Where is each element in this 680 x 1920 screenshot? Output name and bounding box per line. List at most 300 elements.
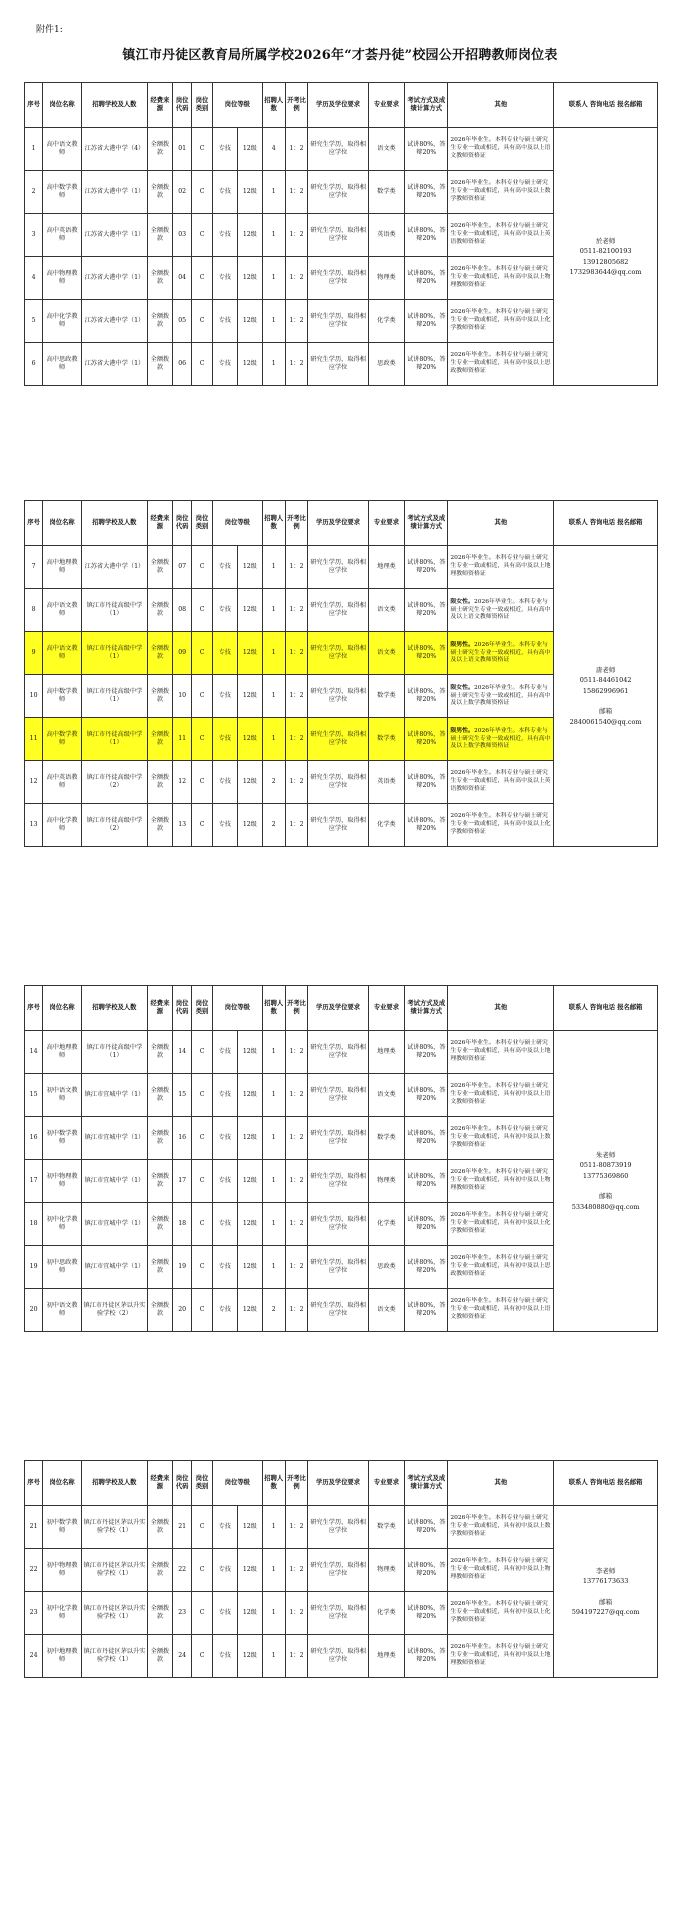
row-seq: 12 [25, 761, 43, 804]
row-count: 1 [262, 1074, 285, 1117]
header-fund: 经费来源 [147, 1461, 172, 1506]
row-fund: 全额拨款 [147, 1289, 172, 1332]
other-requirements: 2026年毕业生。本科专业与硕士研究生专业一致或相近，具有初中及以上物理教师资格证 [450, 1169, 551, 1191]
header-seq: 序号 [25, 986, 43, 1031]
row-ratio: 1：2 [285, 632, 308, 675]
row-exam: 试讲80%，答辩20% [405, 1549, 448, 1592]
row-category: C [192, 300, 212, 343]
table-row [25, 1506, 658, 1549]
row-ratio: 1：2 [285, 761, 308, 804]
contact-mobile[interactable]: 13775369860 [582, 1171, 629, 1180]
row-seq: 11 [25, 718, 43, 761]
row-other [448, 343, 554, 386]
row-category: C [192, 761, 212, 804]
row-ratio: 1：2 [285, 589, 308, 632]
row-category: C [192, 214, 212, 257]
contact-email[interactable]: 594197227@qq.com [571, 1607, 640, 1616]
row-major: 数学类 [368, 171, 404, 214]
header-post: 岗位名称 [43, 501, 82, 546]
row-other [448, 128, 554, 171]
contact-mobile[interactable]: 13776173633 [582, 1577, 629, 1586]
row-type: 专技 [212, 761, 237, 804]
row-seq: 2 [25, 171, 43, 214]
row-post: 初中物理教师 [43, 1160, 82, 1203]
row-exam: 试讲80%，答辩20% [405, 1289, 448, 1332]
row-code: 14 [172, 1031, 191, 1074]
header-count: 招聘人数 [262, 83, 285, 128]
row-school: 镇江市丹徒区茅以升实验学校（2） [81, 1289, 147, 1332]
row-exam: 试讲80%，答辩20% [405, 300, 448, 343]
row-ratio: 1：2 [285, 1549, 308, 1592]
row-seq: 15 [25, 1074, 43, 1117]
row-count: 4 [262, 128, 285, 171]
row-code: 20 [172, 1289, 191, 1332]
row-major: 语文类 [368, 1074, 404, 1117]
header-ratio: 开考比例 [285, 501, 308, 546]
row-education: 研究生学历，取得相应学位 [308, 214, 368, 257]
row-education: 研究生学历，取得相应学位 [308, 675, 368, 718]
header-post: 岗位名称 [43, 83, 82, 128]
row-exam: 试讲80%，答辩20% [405, 1031, 448, 1074]
header-contact: 联系人 咨询电话 报名邮箱 [554, 501, 658, 546]
row-major: 数学类 [368, 1506, 404, 1549]
row-major: 化学类 [368, 300, 404, 343]
row-fund: 全额拨款 [147, 1246, 172, 1289]
row-category: C [192, 675, 212, 718]
row-fund: 全额拨款 [147, 1635, 172, 1678]
header-contact: 联系人 咨询电话 报名邮箱 [554, 986, 658, 1031]
other-requirements: 2026年毕业生。本科专业与硕士研究生专业一致或相近，具有初中及以上化学教师资格证 [450, 1212, 551, 1234]
row-count: 2 [262, 1289, 285, 1332]
row-post: 高中英语教师 [43, 761, 82, 804]
header-exam: 考试方式及成绩计算方式 [405, 1461, 448, 1506]
header-category: 岗位类别 [192, 986, 212, 1031]
row-ratio: 1：2 [285, 257, 308, 300]
row-school: 镇江市丹徒高级中学（1） [81, 675, 147, 718]
row-post: 初中语文教师 [43, 1074, 82, 1117]
header-level: 岗位等级 [212, 501, 262, 546]
row-type: 专技 [212, 1549, 237, 1592]
header-code: 岗位代码 [172, 1461, 191, 1506]
row-category: C [192, 1635, 212, 1678]
header-category: 岗位类别 [192, 1461, 212, 1506]
header-fund: 经费来源 [147, 501, 172, 546]
row-education: 研究生学历，取得相应学位 [308, 761, 368, 804]
header-code: 岗位代码 [172, 501, 191, 546]
row-fund: 全额拨款 [147, 214, 172, 257]
row-level: 12级 [237, 546, 262, 589]
attachment-label: 附件1: [36, 25, 63, 35]
contact-phone[interactable]: 0511-80873919 [579, 1161, 632, 1170]
row-other [448, 804, 554, 847]
header-post: 岗位名称 [43, 1461, 82, 1506]
other-requirements: 2026年毕业生。本科专业与硕士研究生专业一致或相近，具有高中及以上数学教师资格证 [450, 180, 551, 202]
row-type: 专技 [212, 257, 237, 300]
row-post: 高中化学教师 [43, 300, 82, 343]
row-major: 地理类 [368, 1031, 404, 1074]
row-fund: 全额拨款 [147, 171, 172, 214]
row-school: 镇江市丹徒区茅以升实验学校（1） [81, 1506, 147, 1549]
row-major: 地理类 [368, 546, 404, 589]
row-seq: 10 [25, 675, 43, 718]
row-seq: 17 [25, 1160, 43, 1203]
row-code: 01 [172, 128, 191, 171]
row-major: 化学类 [368, 1592, 404, 1635]
row-school: 镇江市宜城中学（1） [81, 1117, 147, 1160]
row-level: 12级 [237, 1592, 262, 1635]
row-count: 1 [262, 1160, 285, 1203]
row-school: 镇江市丹徒高级中学（2） [81, 804, 147, 847]
header-code: 岗位代码 [172, 986, 191, 1031]
row-ratio: 1：2 [285, 1031, 308, 1074]
row-code: 21 [172, 1506, 191, 1549]
row-code: 18 [172, 1203, 191, 1246]
row-count: 1 [262, 632, 285, 675]
header-school: 招聘学校及人数 [81, 83, 147, 128]
row-seq: 21 [25, 1506, 43, 1549]
row-category: C [192, 1160, 212, 1203]
other-requirements: 2026年毕业生。本科专业与硕士研究生专业一致或相近，具有初中及以上物理教师资格证 [450, 1558, 551, 1580]
row-type: 专技 [212, 343, 237, 386]
row-level: 12级 [237, 675, 262, 718]
job-table [24, 82, 658, 386]
row-fund: 全额拨款 [147, 1592, 172, 1635]
row-other [448, 761, 554, 804]
row-exam: 试讲80%，答辩20% [405, 675, 448, 718]
row-type: 专技 [212, 1506, 237, 1549]
header-exam: 考试方式及成绩计算方式 [405, 986, 448, 1031]
header-major: 专业要求 [368, 501, 404, 546]
gender-restriction: 限男性。 [450, 640, 474, 648]
row-level: 12级 [237, 1549, 262, 1592]
row-code: 19 [172, 1246, 191, 1289]
row-level: 12级 [237, 1031, 262, 1074]
row-fund: 全额拨款 [147, 1203, 172, 1246]
other-requirements: 2026年毕业生。本科专业与硕士研究生专业一致或相近，具有高中及以上物理教师资格证 [450, 266, 551, 288]
row-fund: 全额拨款 [147, 761, 172, 804]
header-major: 专业要求 [368, 1461, 404, 1506]
row-exam: 试讲80%，答辩20% [405, 171, 448, 214]
row-seq: 3 [25, 214, 43, 257]
row-fund: 全额拨款 [147, 1549, 172, 1592]
row-code: 10 [172, 675, 191, 718]
row-category: C [192, 1289, 212, 1332]
row-seq: 18 [25, 1203, 43, 1246]
row-level: 12级 [237, 718, 262, 761]
row-type: 专技 [212, 546, 237, 589]
gender-restriction: 限男性。 [450, 726, 474, 734]
row-seq: 13 [25, 804, 43, 847]
row-category: C [192, 718, 212, 761]
row-fund: 全额拨款 [147, 632, 172, 675]
row-education: 研究生学历，取得相应学位 [308, 804, 368, 847]
row-ratio: 1：2 [285, 1203, 308, 1246]
other-requirements: 2026年毕业生。本科专业与硕士研究生专业一致或相近，具有高中及以上英语教师资格证 [450, 770, 551, 792]
job-table [24, 500, 658, 847]
contact-email-label: 邮箱 [599, 707, 613, 716]
contact-mobile[interactable]: 15862996961 [582, 686, 629, 695]
contact-mobile[interactable]: 13912805682 [582, 257, 629, 266]
row-major: 语文类 [368, 1289, 404, 1332]
other-requirements: 2026年毕业生。本科专业与硕士研究生专业一致或相近，具有高中及以上地理教师资格证 [450, 555, 551, 577]
row-code: 04 [172, 257, 191, 300]
row-post: 高中思政教师 [43, 343, 82, 386]
row-education: 研究生学历，取得相应学位 [308, 1203, 368, 1246]
contact-email[interactable]: 533480880@qq.com [571, 1202, 640, 1211]
other-requirements: 2026年毕业生。本科专业与硕士研究生专业一致或相近，具有初中及以上语文教师资格证 [450, 1083, 551, 1105]
row-seq: 14 [25, 1031, 43, 1074]
row-code: 02 [172, 171, 191, 214]
row-school: 镇江市丹徒高级中学（2） [81, 761, 147, 804]
header-ratio: 开考比例 [285, 1461, 308, 1506]
row-school: 江苏省大港中学（4） [81, 128, 147, 171]
row-school: 镇江市宜城中学（1） [81, 1246, 147, 1289]
contact-name: 唐老师 [595, 666, 616, 675]
row-school: 镇江市丹徒高级中学（1） [81, 589, 147, 632]
row-category: C [192, 1592, 212, 1635]
row-other [448, 1203, 554, 1246]
row-ratio: 1：2 [285, 1117, 308, 1160]
row-other [448, 546, 554, 589]
row-other [448, 1592, 554, 1635]
row-school: 江苏省大港中学（1） [81, 257, 147, 300]
row-major: 思政类 [368, 1246, 404, 1289]
row-level: 12级 [237, 804, 262, 847]
contact-phone[interactable]: 0511-84461042 [579, 676, 632, 685]
row-seq: 9 [25, 632, 43, 675]
row-post: 高中物理教师 [43, 257, 82, 300]
table-header-row [25, 986, 658, 1031]
row-fund: 全额拨款 [147, 1031, 172, 1074]
row-fund: 全额拨款 [147, 343, 172, 386]
row-major: 数学类 [368, 675, 404, 718]
row-exam: 试讲80%，答辩20% [405, 546, 448, 589]
row-ratio: 1：2 [285, 1074, 308, 1117]
header-school: 招聘学校及人数 [81, 501, 147, 546]
row-major: 化学类 [368, 804, 404, 847]
row-category: C [192, 1549, 212, 1592]
row-exam: 试讲80%，答辩20% [405, 1592, 448, 1635]
row-code: 23 [172, 1592, 191, 1635]
row-count: 1 [262, 1506, 285, 1549]
row-type: 专技 [212, 1031, 237, 1074]
row-education: 研究生学历，取得相应学位 [308, 171, 368, 214]
row-type: 专技 [212, 1203, 237, 1246]
row-education: 研究生学历，取得相应学位 [308, 1592, 368, 1635]
row-seq: 19 [25, 1246, 43, 1289]
row-exam: 试讲80%，答辩20% [405, 1074, 448, 1117]
contact-email[interactable]: 2840061540@qq.com [569, 717, 642, 726]
job-table [24, 985, 658, 1332]
row-other [448, 1160, 554, 1203]
row-category: C [192, 632, 212, 675]
row-post: 高中数学教师 [43, 718, 82, 761]
table-header-row [25, 501, 658, 546]
row-exam: 试讲80%，答辩20% [405, 718, 448, 761]
contact-phone[interactable]: 0511-82100193 [579, 247, 632, 256]
row-ratio: 1：2 [285, 1635, 308, 1678]
row-level: 12级 [237, 589, 262, 632]
row-other [448, 1031, 554, 1074]
header-fund: 经费来源 [147, 986, 172, 1031]
row-school: 江苏省大港中学（1） [81, 300, 147, 343]
row-code: 06 [172, 343, 191, 386]
row-education: 研究生学历，取得相应学位 [308, 632, 368, 675]
row-ratio: 1：2 [285, 214, 308, 257]
row-code: 03 [172, 214, 191, 257]
header-school: 招聘学校及人数 [81, 1461, 147, 1506]
row-code: 05 [172, 300, 191, 343]
other-requirements: 2026年毕业生。本科专业与硕士研究生专业一致或相近，具有初中及以上数学教师资格证 [450, 1515, 551, 1537]
table-header-row [25, 83, 658, 128]
row-other [448, 1635, 554, 1678]
row-fund: 全额拨款 [147, 718, 172, 761]
header-school: 招聘学校及人数 [81, 986, 147, 1031]
row-ratio: 1：2 [285, 1592, 308, 1635]
row-major: 物理类 [368, 257, 404, 300]
contact-email-label: 邮箱 [599, 1597, 613, 1606]
table-header-row [25, 1461, 658, 1506]
page-title: 镇江市丹徒区教育局所属学校2026年“才荟丹徒”校园公开招聘教师岗位表 [122, 48, 558, 63]
row-count: 1 [262, 1203, 285, 1246]
row-type: 专技 [212, 128, 237, 171]
other-requirements: 2026年毕业生。本科专业与硕士研究生专业一致或相近，具有高中及以上地理教师资格证 [450, 1040, 551, 1062]
other-requirements: 2026年毕业生。本科专业与硕士研究生专业一致或相近，具有高中及以上语文教师资格证 [450, 137, 551, 159]
other-requirements: 2026年毕业生。本科专业与硕士研究生专业一致或相近，具有初中及以上地理教师资格证 [450, 1644, 551, 1666]
row-seq: 24 [25, 1635, 43, 1678]
row-other [448, 718, 554, 761]
header-seq: 序号 [25, 501, 43, 546]
row-exam: 试讲80%，答辩20% [405, 589, 448, 632]
row-education: 研究生学历，取得相应学位 [308, 300, 368, 343]
header-seq: 序号 [25, 1461, 43, 1506]
header-other: 其他 [448, 501, 554, 546]
row-post: 高中数学教师 [43, 171, 82, 214]
row-education: 研究生学历，取得相应学位 [308, 1635, 368, 1678]
row-code: 17 [172, 1160, 191, 1203]
header-exam: 考试方式及成绩计算方式 [405, 501, 448, 546]
row-exam: 试讲80%，答辩20% [405, 1246, 448, 1289]
row-level: 12级 [237, 214, 262, 257]
row-fund: 全额拨款 [147, 300, 172, 343]
row-exam: 试讲80%，答辩20% [405, 128, 448, 171]
row-seq: 1 [25, 128, 43, 171]
row-fund: 全额拨款 [147, 257, 172, 300]
row-count: 1 [262, 1549, 285, 1592]
row-category: C [192, 1074, 212, 1117]
header-exam: 考试方式及成绩计算方式 [405, 83, 448, 128]
row-count: 1 [262, 1031, 285, 1074]
row-other [448, 589, 554, 632]
row-level: 12级 [237, 128, 262, 171]
row-type: 专技 [212, 1246, 237, 1289]
contact-name: 李老师 [595, 1566, 616, 1575]
row-major: 英语类 [368, 761, 404, 804]
row-major: 语文类 [368, 128, 404, 171]
row-count: 1 [262, 214, 285, 257]
header-major: 专业要求 [368, 986, 404, 1031]
row-exam: 试讲80%，答辩20% [405, 214, 448, 257]
row-fund: 全额拨款 [147, 128, 172, 171]
row-seq: 4 [25, 257, 43, 300]
row-other [448, 632, 554, 675]
row-level: 12级 [237, 1160, 262, 1203]
row-level: 12级 [237, 1506, 262, 1549]
row-major: 数学类 [368, 718, 404, 761]
row-ratio: 1：2 [285, 171, 308, 214]
row-count: 1 [262, 1117, 285, 1160]
row-ratio: 1：2 [285, 804, 308, 847]
row-exam: 试讲80%，答辩20% [405, 257, 448, 300]
row-other [448, 1074, 554, 1117]
contact-cell [554, 1506, 658, 1678]
row-category: C [192, 1203, 212, 1246]
other-requirements: 2026年毕业生。本科专业与硕士研究生专业一致或相近，具有初中及以上语文教师资格证 [450, 1298, 551, 1320]
row-count: 1 [262, 257, 285, 300]
row-count: 1 [262, 675, 285, 718]
row-post: 高中英语教师 [43, 214, 82, 257]
other-requirements: 2026年毕业生。本科专业与硕士研究生专业一致或相近，具有初中及以上思政教师资格证 [450, 1255, 551, 1277]
header-other: 其他 [448, 83, 554, 128]
header-fund: 经费来源 [147, 83, 172, 128]
row-other [448, 1506, 554, 1549]
row-education: 研究生学历，取得相应学位 [308, 1549, 368, 1592]
row-ratio: 1：2 [285, 1289, 308, 1332]
contact-name: 於老师 [595, 236, 616, 245]
row-seq: 23 [25, 1592, 43, 1635]
other-requirements: 2026年毕业生。本科专业与硕士研究生专业一致或相近，具有高中及以上思政教师资格证 [450, 352, 551, 374]
row-count: 1 [262, 1635, 285, 1678]
row-major: 思政类 [368, 343, 404, 386]
job-table [24, 1460, 658, 1678]
other-requirements: 2026年毕业生。本科专业与硕士研究生专业一致或相近，具有高中及以上数学教师资格证 [450, 684, 551, 707]
row-type: 专技 [212, 1592, 237, 1635]
row-ratio: 1：2 [285, 718, 308, 761]
table-row [25, 1031, 658, 1074]
row-count: 1 [262, 1246, 285, 1289]
row-post: 高中地理教师 [43, 1031, 82, 1074]
row-category: C [192, 128, 212, 171]
row-school: 江苏省大港中学（1） [81, 214, 147, 257]
row-other [448, 300, 554, 343]
row-major: 地理类 [368, 1635, 404, 1678]
row-school: 镇江市宜城中学（1） [81, 1074, 147, 1117]
header-seq: 序号 [25, 83, 43, 128]
row-type: 专技 [212, 718, 237, 761]
row-other [448, 171, 554, 214]
row-school: 镇江市丹徒高级中学（1） [81, 632, 147, 675]
row-type: 专技 [212, 1289, 237, 1332]
row-count: 2 [262, 761, 285, 804]
row-ratio: 1：2 [285, 675, 308, 718]
row-education: 研究生学历，取得相应学位 [308, 718, 368, 761]
contact-email[interactable]: 1732983644@qq.com [569, 267, 642, 276]
row-level: 12级 [237, 171, 262, 214]
header-education: 学历及学位要求 [308, 83, 368, 128]
row-type: 专技 [212, 214, 237, 257]
row-post: 初中地理教师 [43, 1635, 82, 1678]
other-requirements: 2026年毕业生。本科专业与硕士研究生专业一致或相近，具有高中及以上语文教师资格证 [450, 641, 551, 664]
table-row [25, 128, 658, 171]
row-seq: 6 [25, 343, 43, 386]
row-education: 研究生学历，取得相应学位 [308, 1506, 368, 1549]
row-fund: 全额拨款 [147, 1074, 172, 1117]
row-post: 高中化学教师 [43, 804, 82, 847]
row-code: 15 [172, 1074, 191, 1117]
row-code: 09 [172, 632, 191, 675]
row-education: 研究生学历，取得相应学位 [308, 589, 368, 632]
row-category: C [192, 171, 212, 214]
